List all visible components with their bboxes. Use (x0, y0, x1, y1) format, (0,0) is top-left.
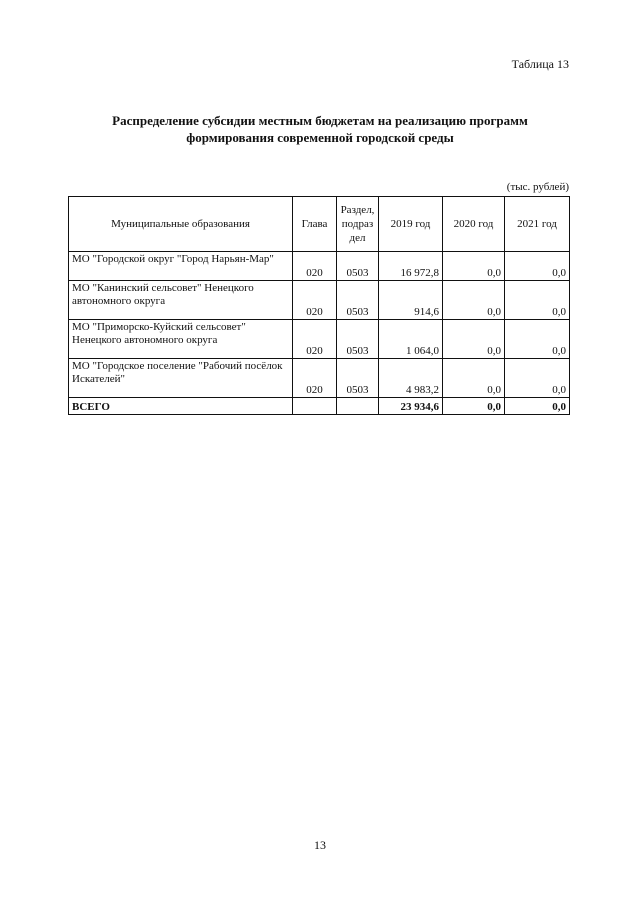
column-header-2021: 2021 год (505, 197, 570, 252)
value-2021: 0,0 (505, 359, 570, 398)
column-header-2020: 2020 год (443, 197, 505, 252)
section-code: 0503 (337, 281, 379, 320)
column-header-section: Раздел, подраз дел (337, 197, 379, 252)
section-code: 0503 (337, 252, 379, 281)
total-empty-section (337, 398, 379, 415)
chapter-code: 020 (293, 252, 337, 281)
value-2021: 0,0 (505, 281, 570, 320)
municipality-name: МО "Канинский сельсовет" Ненецкого автономного округа (69, 281, 293, 320)
units-label: (тыс. рублей) (506, 181, 569, 193)
municipality-name: МО "Городской округ "Город Нарьян-Мар" (69, 252, 293, 281)
document-title (60, 112, 580, 146)
section-code: 0503 (337, 320, 379, 359)
column-header-chapter: Глава (293, 197, 337, 252)
page-number: 13 (314, 838, 326, 852)
municipality-name: МО "Городское поселение "Рабочий посёлок Искателей" (69, 359, 293, 398)
title-line-1: Распределение субсидии местным бюджетам на реализацию программ (112, 113, 528, 128)
total-empty-chapter (293, 398, 337, 415)
value-2019: 16 972,8 (379, 252, 443, 281)
value-2020: 0,0 (443, 252, 505, 281)
value-2019: 1 064,0 (379, 320, 443, 359)
total-2021: 0,0 (505, 398, 570, 415)
value-2020: 0,0 (443, 281, 505, 320)
value-2021: 0,0 (505, 252, 570, 281)
column-header-name: Муниципальные образования (69, 197, 293, 252)
chapter-code: 020 (293, 359, 337, 398)
subsidy-table (68, 196, 570, 415)
table-row (69, 359, 570, 398)
table-row (69, 320, 570, 359)
value-2019: 4 983,2 (379, 359, 443, 398)
value-2020: 0,0 (443, 359, 505, 398)
table-header-row (69, 197, 570, 252)
total-row (69, 398, 570, 415)
table-row (69, 252, 570, 281)
total-2020: 0,0 (443, 398, 505, 415)
chapter-code: 020 (293, 281, 337, 320)
table-number: Таблица 13 (511, 57, 569, 71)
total-label: ВСЕГО (69, 398, 293, 415)
column-header-2019: 2019 год (379, 197, 443, 252)
table-row (69, 281, 570, 320)
total-2019: 23 934,6 (379, 398, 443, 415)
municipality-name: МО "Приморско-Куйский сельсовет" Ненецкого автономного округа (69, 320, 293, 359)
chapter-code: 020 (293, 320, 337, 359)
section-code: 0503 (337, 359, 379, 398)
value-2020: 0,0 (443, 320, 505, 359)
title-line-2: формирования современной городской среды (186, 130, 454, 145)
value-2021: 0,0 (505, 320, 570, 359)
value-2019: 914,6 (379, 281, 443, 320)
